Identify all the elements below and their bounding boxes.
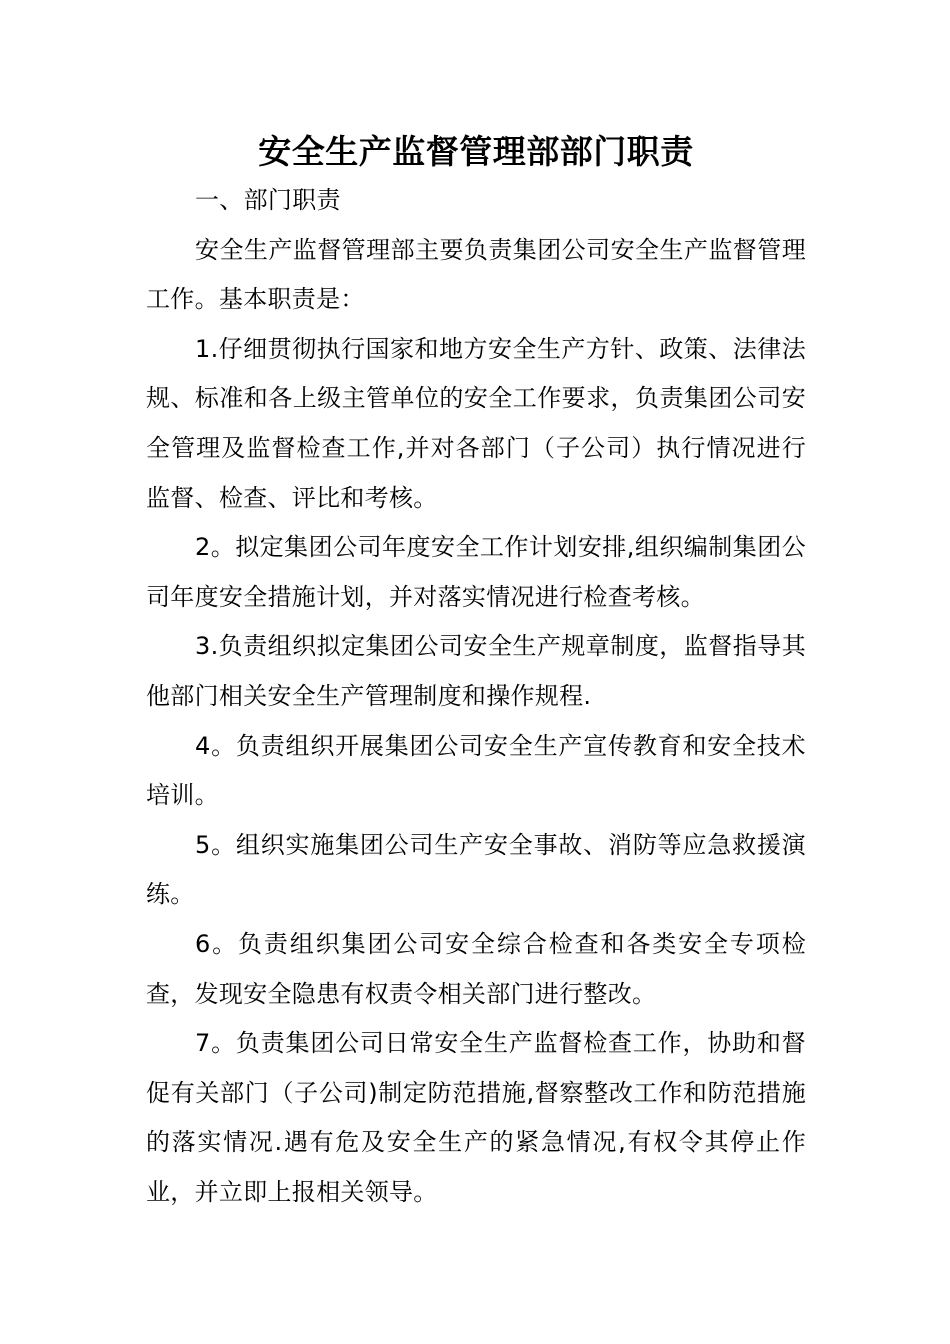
intro-paragraph: 安全生产监督管理部主要负责集团公司安全生产监督管理工作。基本职责是： xyxy=(146,235,806,314)
duty-item-2: 2。拟定集团公司年度安全工作计划安排,组织编制集团公司年度安全措施计划，并对落实情况进行检查考核。 xyxy=(146,533,806,611)
document-page xyxy=(146,128,806,1217)
document-title: 安全生产监督管理部部门职责 xyxy=(258,132,694,171)
section-heading: 一、部门职责 xyxy=(195,186,341,214)
duty-item-3: 3.负责组织拟定集团公司安全生产规章制度，监督指导其他部门相关安全生产管理制度和操作规程. xyxy=(146,632,806,710)
duty-item-7: 7。负责集团公司日常安全生产监督检查工作，协助和督促有关部门（子公司)制定防范措施,督察整改工作和防范措施的落实情况.遇有危及安全生产的紧急情况,有权令其停止作业，并立即上报相关领导。 xyxy=(146,1029,806,1206)
duty-item-6: 6。负责组织集团公司安全综合检查和各类安全专项检查，发现安全隐患有权责令相关部门进行整改。 xyxy=(146,929,806,1008)
duty-item-4: 4。负责组织开展集团公司安全生产宣传教育和安全技术培训。 xyxy=(146,731,806,810)
duty-item-5: 5。组织实施集团公司生产安全事故、消防等应急救援演练。 xyxy=(146,830,806,909)
duty-item-1: 1.仔细贯彻执行国家和地方安全生产方针、政策、法律法规、标准和各上级主管单位的安全工作要求，负责集团公司安全管理及监督检查工作,并对各部门（子公司）执行情况进行监督、检查、评比和考核。 xyxy=(146,334,806,512)
